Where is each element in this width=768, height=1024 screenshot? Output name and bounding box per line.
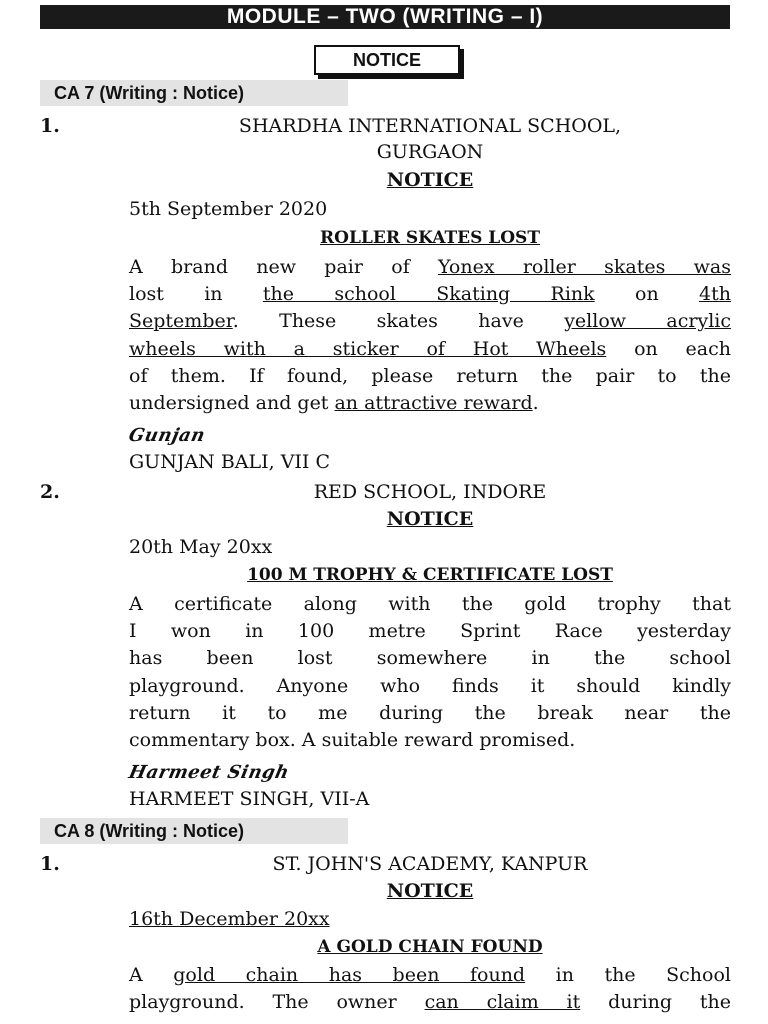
body-line: wheels with a sticker of Hot Wheels on each: [129, 338, 731, 360]
notice-subject: ROLLER SKATES LOST: [320, 228, 540, 248]
notice-date: 20th May 20xx: [129, 536, 273, 558]
notice-title: NOTICE: [386, 880, 474, 902]
notice-heading-box: NOTICE: [314, 45, 460, 75]
body-line: has been lost somewhere in the school: [129, 647, 731, 669]
body-line: A brand new pair of Yonex roller skates was: [129, 256, 731, 278]
body-line: A gold chain has been found in the School: [129, 964, 731, 986]
question-number: 1.: [40, 115, 60, 137]
school-name: ST. JOHN'S ACADEMY, KANPUR: [272, 853, 588, 875]
signature: Gunjan: [126, 425, 208, 446]
ca8-label: CA 8 (Writing : Notice): [40, 818, 348, 844]
body-line: undersigned and get an attractive reward.: [129, 392, 539, 414]
notice-subject: A GOLD CHAIN FOUND: [317, 937, 543, 957]
body-line: I won in 100 metre Sprint Race yesterday: [129, 620, 731, 642]
question-number: 1.: [40, 853, 60, 875]
body-line: return it to me during the break near the: [129, 702, 731, 724]
body-line: September. These skates have yellow acrylic: [129, 310, 731, 332]
body-line: A certificate along with the gold trophy that: [129, 593, 731, 615]
signature: Harmeet Singh: [126, 762, 292, 783]
body-line: playground. The owner can claim it during the: [129, 991, 732, 1013]
notice-title: NOTICE: [386, 169, 474, 191]
signer-name: HARMEET SINGH, VII-A: [129, 788, 370, 810]
body-line: of them. If found, please return the pair to the: [129, 365, 731, 387]
school-city: GURGAON: [376, 141, 484, 163]
body-line: commentary box. A suitable reward promised.: [129, 729, 576, 751]
body-line: lost in the school Skating Rink on 4th: [129, 283, 731, 305]
notice-title: NOTICE: [386, 508, 474, 530]
school-name: SHARDHA INTERNATIONAL SCHOOL,: [238, 115, 622, 137]
notice-date: 5th September 2020: [129, 198, 328, 220]
module-title: MODULE – TWO (WRITING – I): [40, 5, 730, 29]
ca7-label: CA 7 (Writing : Notice): [40, 80, 348, 106]
school-name: RED SCHOOL, INDORE: [313, 481, 547, 503]
notice-subject: 100 M TROPHY & CERTIFICATE LOST: [247, 565, 613, 585]
question-number: 2.: [40, 481, 60, 503]
notice-date: 16th December 20xx: [129, 908, 330, 930]
body-line: playground. Anyone who finds it should kindly: [129, 675, 731, 697]
signer-name: GUNJAN BALI, VII C: [129, 451, 331, 473]
